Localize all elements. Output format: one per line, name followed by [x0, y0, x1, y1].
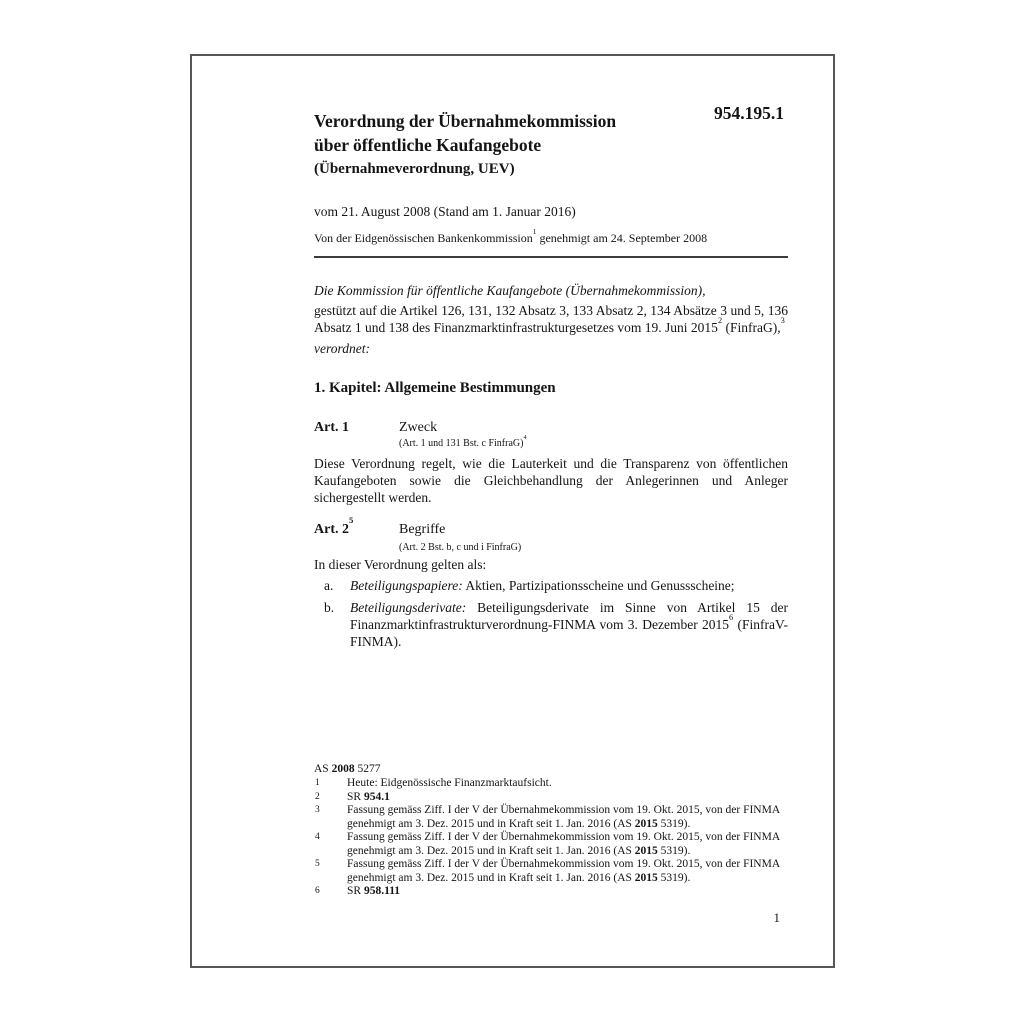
footnote-5-number: 5 [315, 859, 320, 869]
doc-title-line2: über öffentliche Kaufangebote [314, 135, 542, 155]
article-1-heading [314, 419, 788, 437]
footnote-5-text: Fassung gemäss Ziff. I der V der Übernahmekommission vom 19. Okt. 2015, von der FINMA genehmigt am 3. Dez. 2015 und in Kraft seit 1. Jan. 2016 (AS 2015 5319). [347, 858, 780, 884]
page-content [314, 56, 788, 966]
footnote-3-number: 3 [315, 805, 320, 815]
article-1-title: Zweck [399, 420, 438, 435]
footnote-4 [314, 831, 788, 858]
footnote-3 [314, 804, 788, 831]
article-1-label [314, 419, 399, 437]
footnote-1-text: Heute: Eidgenössische Finanzmarktaufsicht. [347, 777, 552, 789]
list-item-b-text: Beteiligungsderivate: Beteiligungsderivate im Sinne von Artikel 15 der Finanzmarktinfrastrukturverordnung-FINMA vom 3. Dezember 2015$^6$ (FinfraV-FINMA). [350, 600, 788, 649]
article-2-reference-text: (Art. 2 Bst. b, c und i FinfraG) [399, 542, 522, 553]
footnote-3-text: Fassung gemäss Ziff. I der V der Übernahmekommission vom 19. Okt. 2015, von der FINMA genehmigt am 3. Dez. 2015 und in Kraft seit 1. Jan. 2016 (AS 2015 5319). [347, 804, 780, 830]
preamble-legal-basis: gestützt auf die Artikel 126, 131, 132 Absatz 3, 133 Absatz 2, 134 Absätze 3 und 5, 136 Absatz 1 und 138 des Finanzmarktinfrastrukturgesetzes vom 19. Juni 2015$^2$ (FinfraG),$^3$ [314, 303, 788, 335]
article-2-intro: In dieser Verordnung gelten als: [314, 557, 487, 572]
article-1-reference-footnote-ref: 4 [523, 433, 527, 441]
footnote-2-number: 2 [315, 791, 320, 802]
article-1-body: Diese Verordnung regelt, wie die Lauterkeit und die Transparenz von öffentlichen Kaufangeboten sowie die Gleichbehandlung der Anlegerinnen und Anleger sichergestellt werden. [314, 456, 788, 505]
article-2-title: Begriffe [399, 522, 446, 537]
article-2-label-footnote-ref: 5 [349, 515, 354, 526]
footnote-6 [314, 885, 788, 899]
footnote-5 [314, 858, 788, 885]
article-1-label-text: Art. 1 [314, 420, 349, 435]
article-1-reference [399, 433, 788, 450]
article-2-label-text: Art. 2 [314, 522, 349, 537]
footnotes-block [314, 763, 788, 899]
footnote-4-number: 4 [315, 832, 320, 842]
list-item-a-marker: a. [324, 578, 334, 593]
article-1-reference-text: (Art. 1 und 131 Bst. c FinfraG) [399, 438, 524, 449]
article-2-label [314, 515, 399, 539]
doc-number: 954.195.1 [714, 103, 784, 123]
list-item-a-text: Beteiligungspapiere: Aktien, Partizipationsscheine und Genussscheine; [350, 578, 735, 593]
footnote-4-text: Fassung gemäss Ziff. I der V der Übernahmekommission vom 19. Okt. 2015, von der FINMA genehmigt am 3. Dez. 2015 und in Kraft seit 1. Jan. 2016 (AS 2015 5319). [347, 831, 780, 857]
footnote-2 [314, 791, 788, 805]
footnote-2-text: SR 954.1 [347, 790, 390, 803]
list-item-b [314, 599, 788, 650]
header-rule [314, 256, 788, 258]
doc-title-line1: Verordnung der Übernahmekommission [314, 111, 617, 131]
list-item-a [314, 577, 788, 594]
document-page [190, 54, 835, 968]
doc-subtitle: (Übernahmeverordnung, UEV) [314, 161, 515, 177]
approval-line: Von der Eidgenössischen Bankenkommission$^1$ genehmigt am 24. September 2008 [314, 226, 708, 245]
footnote-6-text: SR 958.111 [347, 885, 401, 897]
preamble-enacts: verordnet: [314, 341, 370, 356]
article-2-reference [399, 542, 788, 554]
footnote-as-line: AS 2008 5277 [314, 763, 381, 775]
page-number: 1 [773, 910, 780, 925]
footnote-1 [314, 777, 788, 791]
list-item-b-marker: b. [324, 600, 335, 615]
footnote-6-number: 6 [315, 886, 320, 896]
footnote-1-number: 1 [315, 778, 320, 788]
date-line: vom 21. August 2008 (Stand am 1. Januar 2016) [314, 204, 576, 219]
preamble-intro: Die Kommission für öffentliche Kaufangebote (Übernahmekommission), [314, 283, 706, 298]
article-2-heading [314, 515, 788, 539]
chapter-1-heading: 1. Kapitel: Allgemeine Bestimmungen [314, 380, 556, 396]
